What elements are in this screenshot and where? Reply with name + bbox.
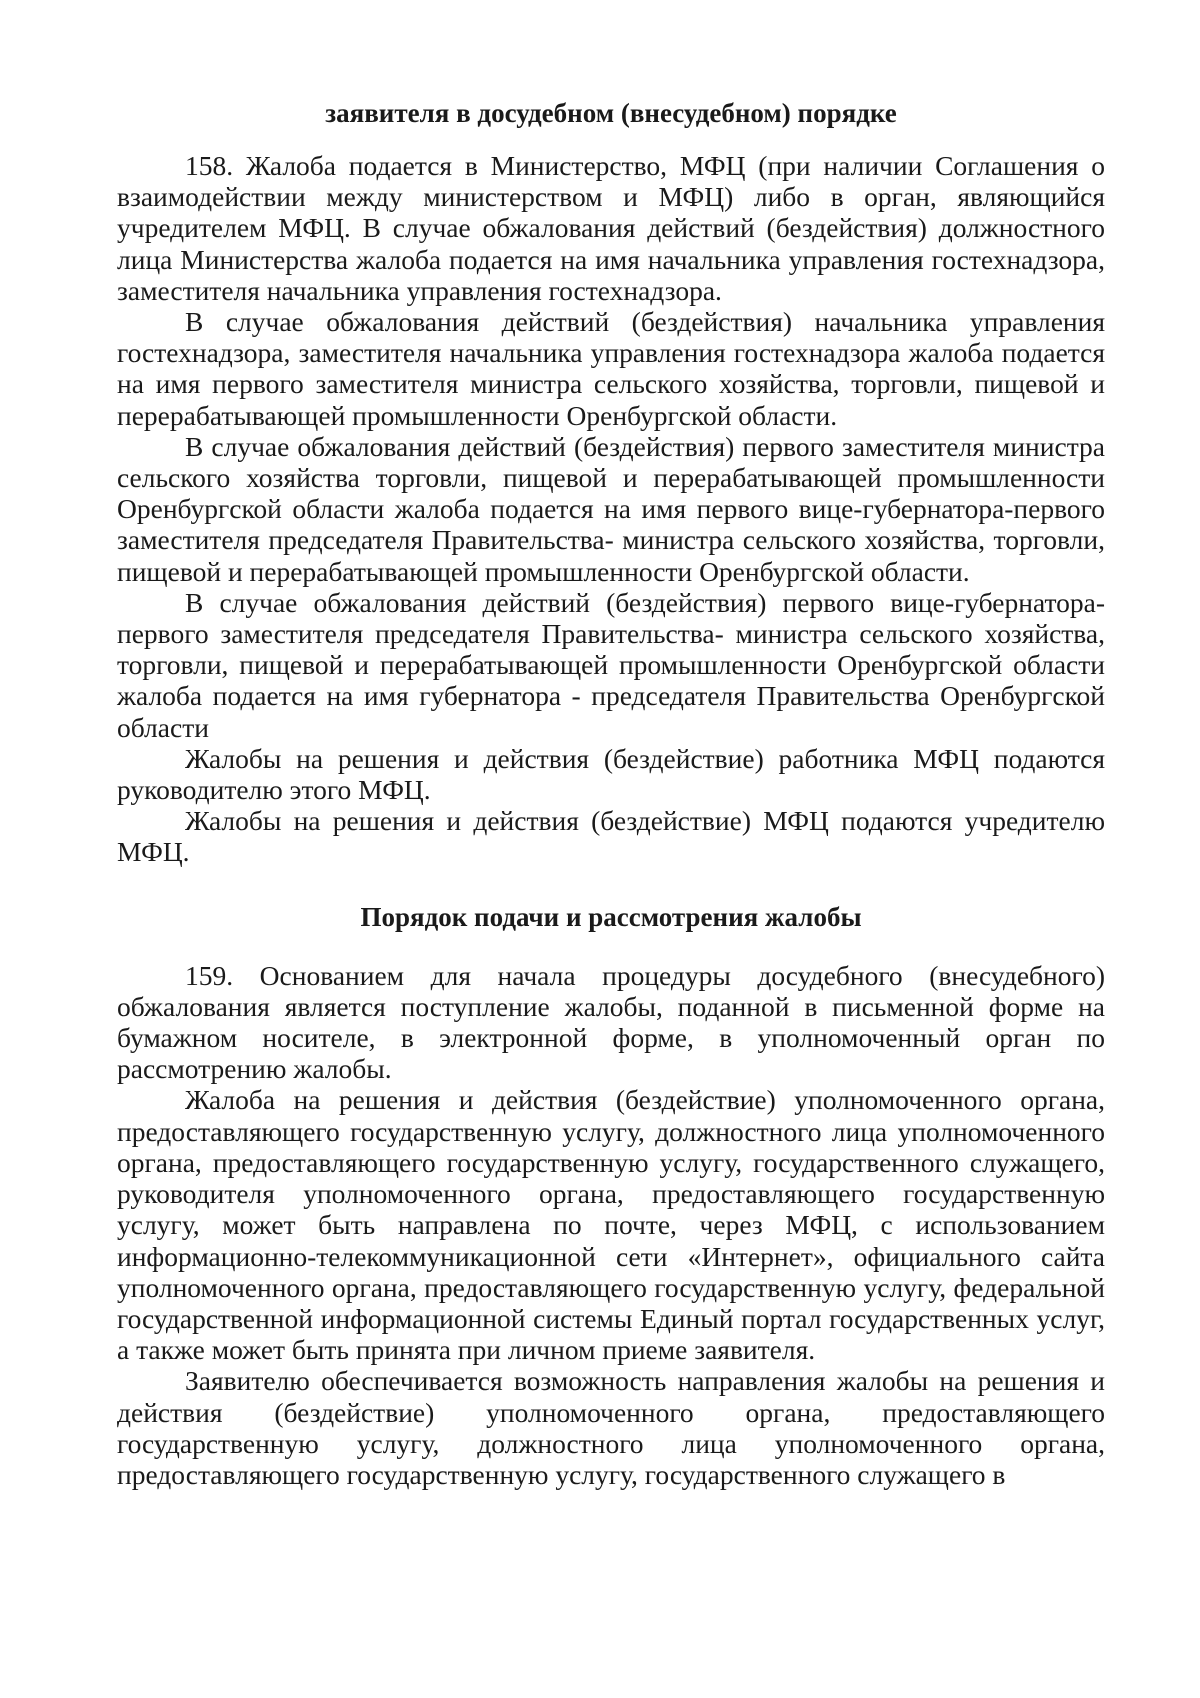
paragraph-158: 158. Жалоба подается в Министерство, МФЦ (при наличии Соглашения о взаимодействии между министерством и МФЦ) либо в орган, являющийся учредителем МФЦ. В случае обжалования действий (бездействия) должностного лица Министерства жалоба подается на имя начальника управления гостехнадзора, заместителя начальника управления гостехнадзора. [117, 150, 1105, 306]
section-heading-complaint-procedure: Порядок подачи и рассмотрения жалобы [360, 901, 862, 932]
section-heading-continued: заявителя в досудебном (внесудебном) порядке [325, 98, 897, 128]
paragraph-mfc-employee: Жалобы на решения и действия (бездействие) работника МФЦ подаются руководителю этого МФЦ. [117, 742, 1105, 806]
paragraph-159: 159. Основанием для начала процедуры досудебного (внесудебного) обжалования является поступление жалобы, поданной в письменной форме на бумажном носителе, в электронной форме, в уполномоченный орган по рассмотрению жалобы. [117, 959, 1105, 1085]
section-appeal-bodies [117, 150, 1105, 868]
document-body [117, 96, 1105, 1490]
paragraph-gostekhnadzor-head: В случае обжалования действий (бездействия) начальника управления гостехнадзора, заместителя начальника управления гостехнадзора жалоба подается на имя первого заместителя министра сельского хозяйства, торговли, пищевой и перерабатывающей промышленности Оренбургской области. [117, 306, 1105, 431]
paragraph-complaint-channels: Жалоба на решения и действия (бездействие) уполномоченного органа, предоставляющего государственную услугу, должностного лица уполномоченного органа, предоставляющего государственную услугу, государственного служащего, руководителя уполномоченного органа, предоставляющего государственную услугу, может быть направлена по почте, через МФЦ, с использованием информационно-телекоммуникационной сети «Интернет», официального сайта уполномоченного органа, предоставляющего государственную услугу, федеральной государственной информационной системы Единый портал государственных услуг, а также может быть принята при личном приеме заявителя. [117, 1084, 1105, 1366]
paragraph-first-deputy-minister: В случае обжалования действий (бездействия) первого заместителя министра сельского хозяйства торговли, пищевой и перерабатывающей промышленности Оренбургской области жалоба подается на имя первого вице-губернатора-первого заместителя председателя Правительства- министра сельского хозяйства, торговли, пищевой и перерабатывающей промышленности Оренбургской области. [117, 430, 1105, 587]
section-complaint-procedure [117, 960, 1105, 1490]
paragraph-first-vice-governor: В случае обжалования действий (бездействия) первого вице-губернатора-первого заместителя председателя Правительства- министра сельского хозяйства, торговли, пищевой и перерабатывающей промышленности Оренбургской области жалоба подается на имя губернатора - председателя Правительства Оренбургской области [117, 586, 1105, 743]
paragraph-applicant-possibility: Заявителю обеспечивается возможность направления жалобы на решения и действия (бездействие) уполномоченного органа, предоставляющего государственную услугу, должностного лица уполномоченного органа, предоставляющего государственную услугу, государственного служащего в [117, 1365, 1105, 1490]
paragraph-mfc-founder: Жалобы на решения и действия (бездействие) МФЦ подаются учредителю МФЦ. [117, 805, 1105, 868]
